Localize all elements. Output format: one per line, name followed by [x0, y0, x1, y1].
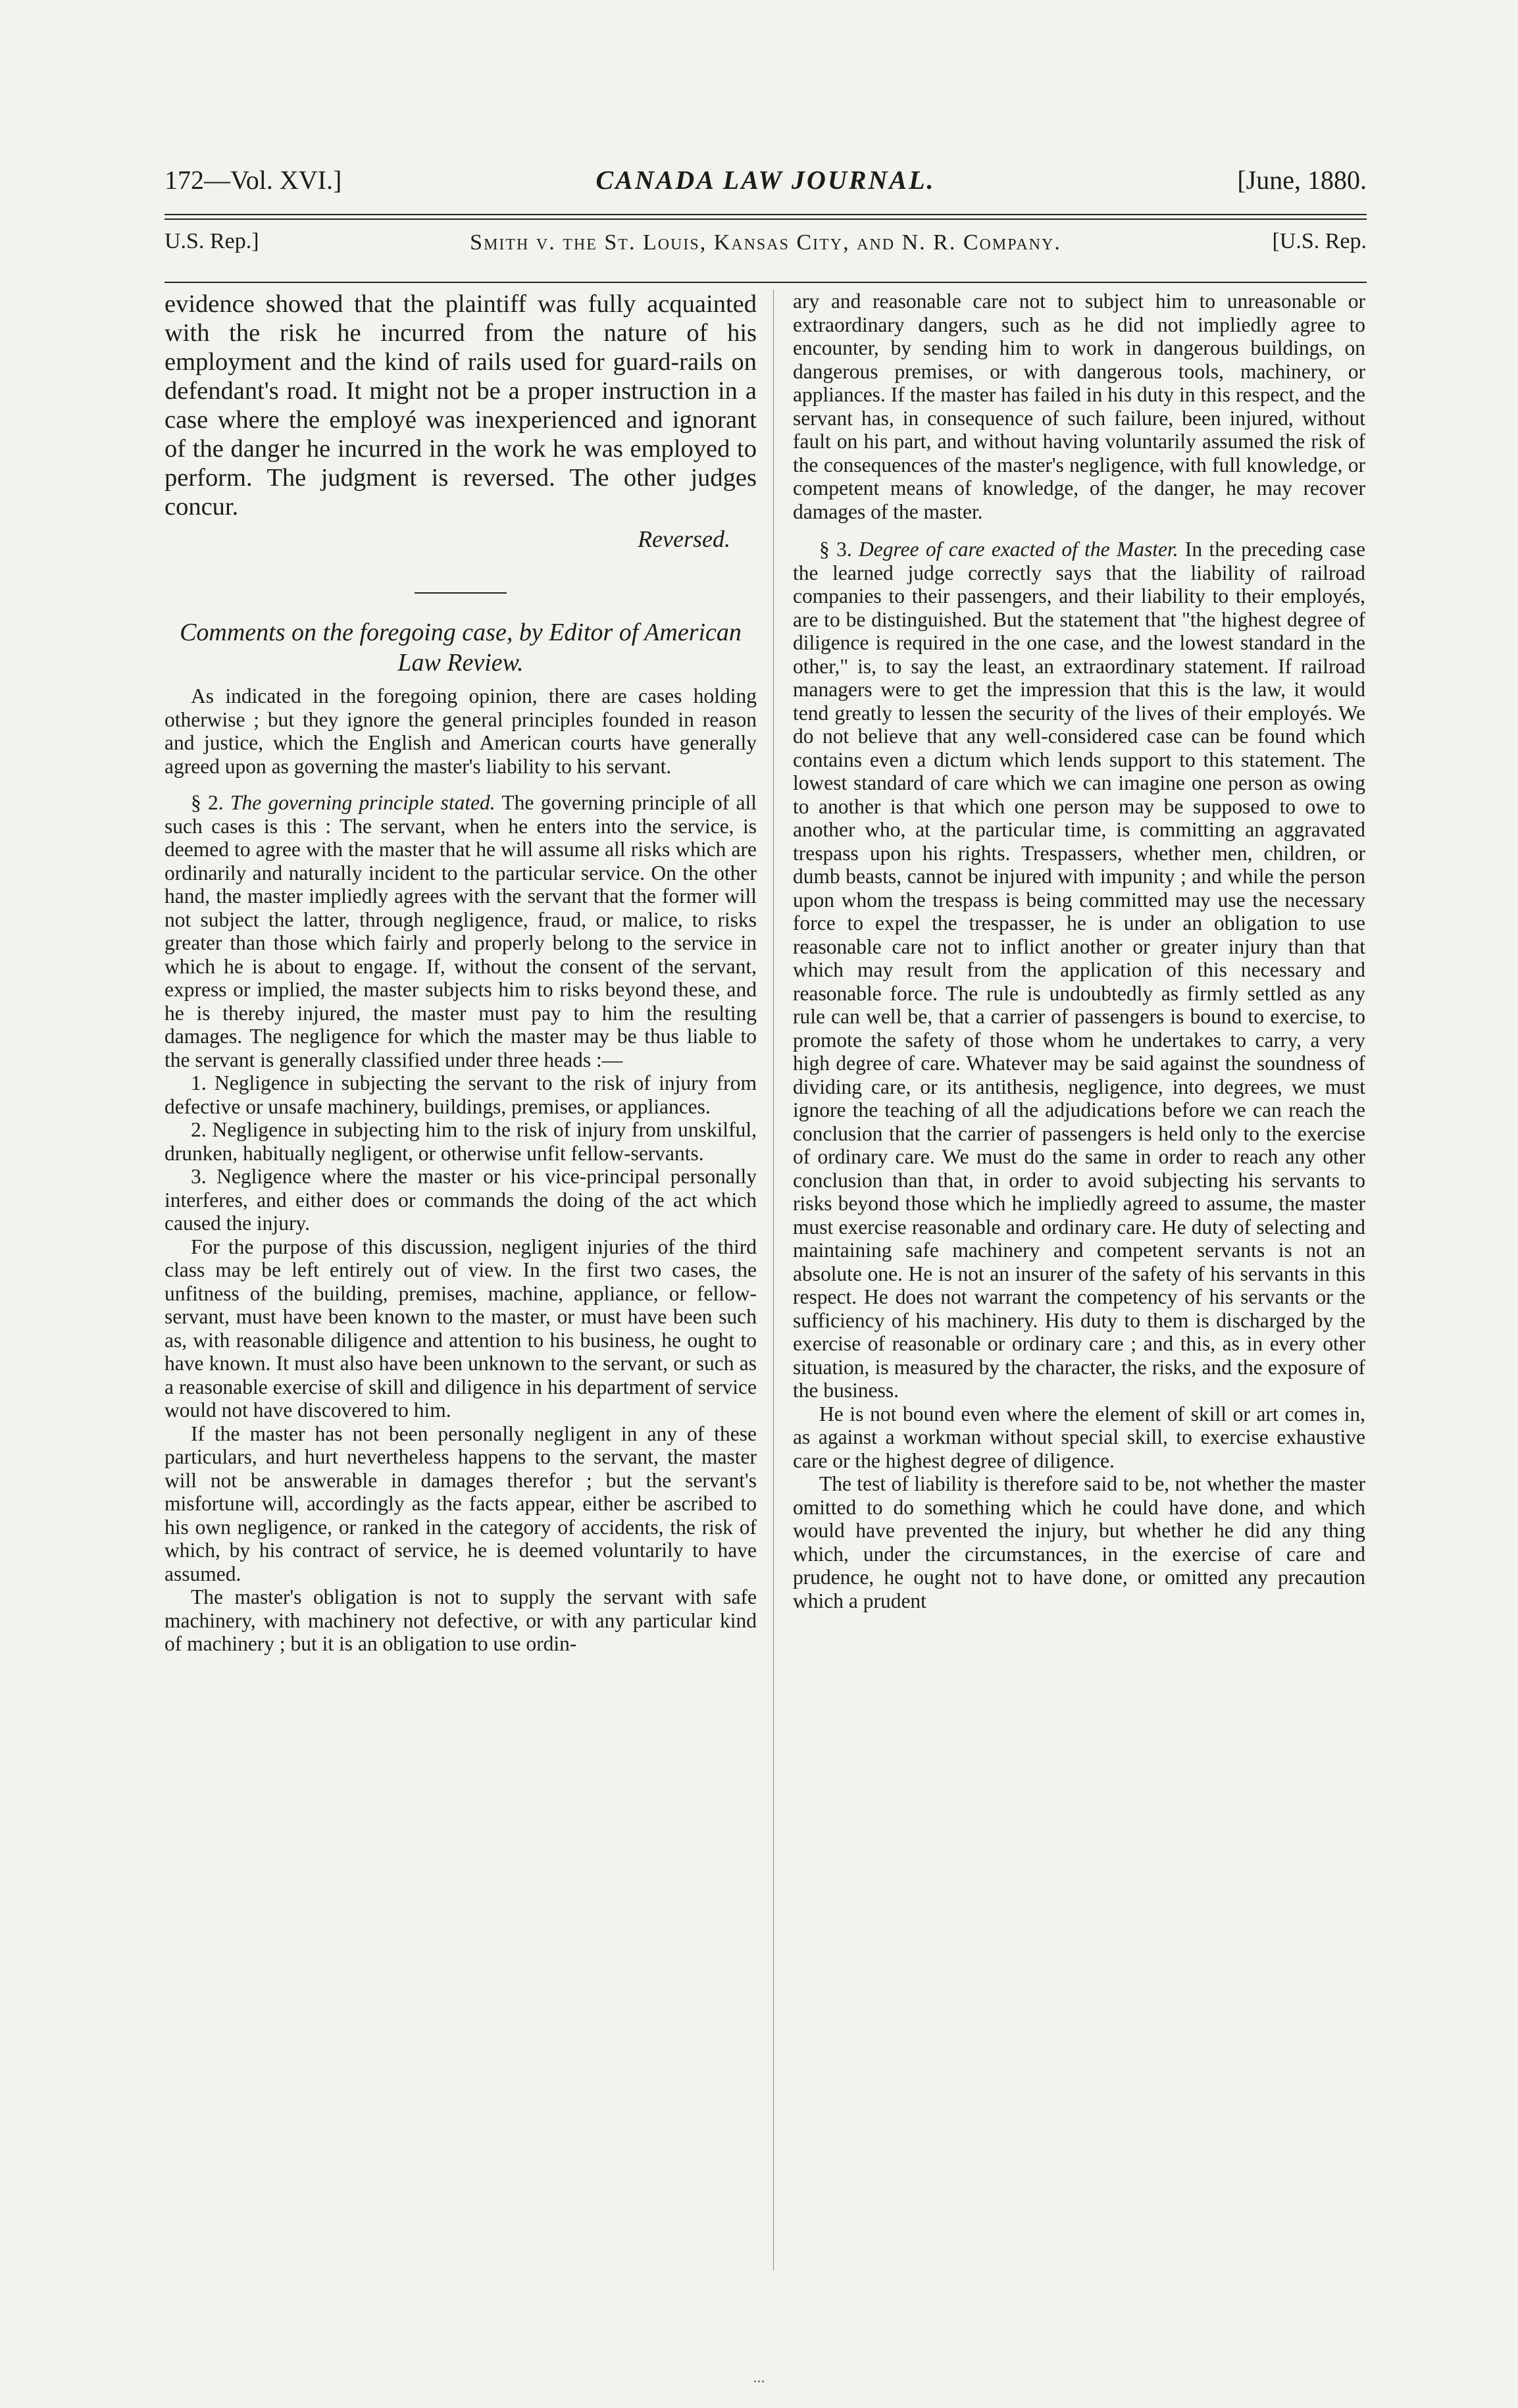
section-3-title: Degree of care exacted of the Master. — [859, 538, 1178, 561]
page-reference: 172—Vol. XVI.] — [164, 165, 342, 195]
right-column — [793, 290, 1365, 1612]
running-head-rule — [164, 282, 1367, 283]
section-2-title: The governing principle stated. — [230, 791, 495, 814]
section-3-label: § 3. — [819, 538, 852, 561]
running-head-right: [U.S. Rep. — [1272, 229, 1367, 253]
comments-heading: Comments on the foregoing case, by Editor of American Law Review. — [180, 619, 742, 677]
reversed-label: Reversed. — [638, 526, 730, 552]
section-separator — [415, 592, 507, 594]
section-3-text: In the preceding case the learned judge correctly says that the liability of railroad companies to their passengers, and their liability to their employés, are to be distinguished. But the statement that "the highest degree of diligence is required in the one case, and the lowest standard in the other," is, to say the least, an extraordinary statement. If railroad managers were to get the impression that this is the law, it would tend greatly to lessen the security of the lives of their employés. We do not believe that any well-considered case can be found which contains even a dictum which lends support to this statement. The lowest standard of care which we can imagine one person as owing to another is that which one person may be supposed to owe to another who, at the particular time, is committing an aggravated trespass upon his rights. Trespassers, whether men, children, or dumb beasts, cannot be injured with impunity ; and while the person upon whom the trespass is being committed may use the necessary force to expel the trespasser, he is under an obligation to use reasonable care not to inflict another or greater injury than that which may result from the application of this necessary and reasonable force. The rule is undoubtedly as firmly settled as any rule can well be, that a carrier of passengers is bound to exercise, to promote the safety of those whom he undertakes to carry, a very high degree of care. Whatever may be said against the soundness of dividing care, or its antithesis, negligence, into degrees, we must ignore the teaching of all the adjudications before we can reach the conclusion that the carrier of passengers is held only to the exercise of ordinary care. We must do the same in order to reach any other conclusion than that, in order to avoid subjecting his servants to risks beyond those which he impliedly agreed to assume, the master must exercise reasonable and ordinary care. He duty of selecting and maintaining safe machinery and competent servants is not an absolute one. He is not an insurer of the safety of his servants in this respect. He does not warrant the competency of his servants or the sufficiency of his machinery. His duty to them is discharged by the exercise of reasonable or ordinary care ; and this, as in every other situation, is measured by the character, the risks, and the exposure of the business. — [793, 538, 1366, 1402]
obligation-continuation: ary and reasonable care not to subject him to unreasonable or extraordinary dangers, such as he did not impliedly agree to encounter, by sending him to work in dangerous buildings, on dangerous premises, or with dangerous tools, machinery, or appliances. If the master has failed in his duty in this respect, and the servant has, in consequence of such failure, been injured, without fault on his part, and without having voluntarily assumed the risk of the consequences of the master's negligence, with full knowledge, or competent means of knowledge, of the danger, he may recover damages of the master. — [793, 290, 1365, 523]
skill-paragraph: He is not bound even where the element of skill or art comes in, as against a workman without special skill, to exercise exhaustive care or the highest degree of diligence. — [793, 1402, 1365, 1472]
comments-intro: As indicated in the foregoing opinion, there are cases holding otherwise ; but they ignore the general principles founded in reason and justice, which the English and American courts have generally agreed upon as governing the master's liability to his servant. — [164, 684, 757, 778]
master-obligation-paragraph: The master's obligation is not to supply the servant with safe machinery, with machinery not defective, or with any particular kind of machinery ; but it is an obligation to use ordin- — [164, 1585, 757, 1655]
negligence-head-3: 3. Negligence where the master or his vice-principal personally interferes, and either does or commands the doing of the act which caused the injury. — [164, 1165, 757, 1235]
negligence-head-1: 1. Negligence in subjecting the servant to the risk of injury from defective or unsafe machinery, buildings, premises, or appliances. — [164, 1071, 757, 1118]
page-header — [164, 165, 1367, 204]
case-title: Smith v. the St. Louis, Kansas City, and N. R. Company. — [470, 230, 1061, 255]
section-2-label: § 2. — [191, 791, 224, 814]
opinion-conclusion: evidence showed that the plaintiff was fully acquainted with the risk he incurred from the nature of his employment and the kind of rails used for guard-rails on defendant's road. It might not be a proper instruction in a case where the employé was inexperienced and ignorant of the danger he incurred in the work he was employed to perform. The judgment is reversed. The other judges concur. — [164, 290, 757, 521]
running-head-left: U.S. Rep.] — [164, 229, 259, 253]
column-divider — [773, 290, 774, 2270]
section-3 — [793, 538, 1365, 1402]
test-of-liability-paragraph: The test of liability is therefore said to be, not whether the master omitted to do something which he could have done, and which would have prevented the injury, but whether he did any thing which, under the circumstances, in the exercise of care and prudence, he ought not to have done, or omitted any precaution which a prudent — [793, 1472, 1365, 1612]
section-2-text: The governing principle of all such cases is this : The servant, when he enters into the service, is deemed to agree with the master that he will assume all risks which are ordinarily and naturally incident to the particular service. On the other hand, the master impliedly agrees with the servant that the former will not subject the latter, through negligence, fraud, or malice, to risks greater than those which fairly and properly belong to the service in which he is about to engage. If, without the consent of the servant, express or implied, the master subjects him to risks beyond these, and he is thereby injured, the master must pay to him the resulting damages. The negligence for which the master may be thus liable to the servant is generally classified under three heads :— — [164, 791, 757, 1071]
negligence-head-2: 2. Negligence in subjecting him to the risk of injury from unskilful, drunken, habitually negligent, or otherwise unfit fellow-servants. — [164, 1118, 757, 1165]
section-2 — [164, 791, 757, 1071]
left-column — [164, 290, 757, 1656]
running-head — [164, 229, 1367, 269]
master-not-negligent-paragraph: If the master has not been personally negligent in any of these particulars, and hurt nevertheless happens to the servant, the master will not be answerable in damages therefor ; but the servant's misfortune will, accordingly as the facts appear, either be ascribed to his own negligence, or ranked in the category of accidents, the risk of which, by his contract of service, he is deemed voluntarily to have assumed. — [164, 1422, 757, 1585]
purpose-paragraph: For the purpose of this discussion, negligent injuries of the third class may be left entirely out of view. In the first two cases, the unfitness of the building, premises, machine, appliance, or fellow-servant, must have been known to the master, or must have been such as, with reasonable diligence and attention to his business, he ought to have known. It must also have been unknown to the servant, or such as a reasonable exercise of skill and diligence in his department of service would not have discovered to him. — [164, 1235, 757, 1422]
header-rule-bottom — [164, 218, 1367, 220]
journal-title: CANADA LAW JOURNAL. — [595, 165, 936, 195]
page-footer-mark: ... — [753, 2369, 765, 2386]
header-rule-top — [164, 214, 1367, 215]
issue-date: [June, 1880. — [1237, 165, 1367, 195]
